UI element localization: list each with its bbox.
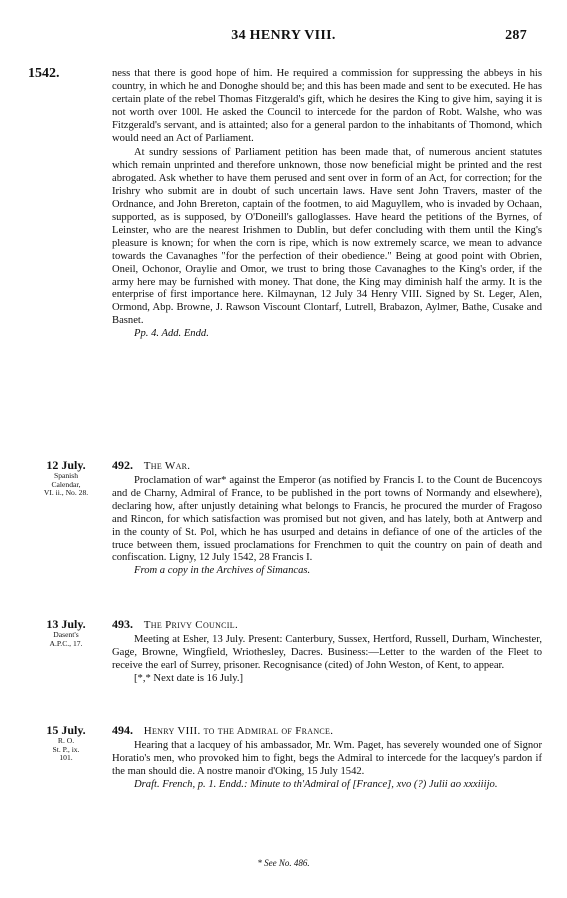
footnote: * See No. 486. bbox=[257, 858, 310, 868]
entry-margin-493 bbox=[28, 617, 104, 648]
entry-reference: VI. ii., No. 28. bbox=[43, 488, 89, 498]
running-header-title: 34 HENRY VIII. bbox=[231, 28, 336, 43]
entry-number: 492. bbox=[112, 458, 133, 472]
entry-reference: Spanish bbox=[53, 471, 79, 480]
continuation-text bbox=[112, 68, 542, 341]
entry-reference: St. P., ix. bbox=[52, 744, 80, 754]
entry-title: Henry VIII. to the Admiral of France. bbox=[143, 725, 334, 737]
entry-note: From a copy in the Archives of Simancas. bbox=[134, 565, 311, 577]
year-marginal: 1542. bbox=[28, 66, 60, 81]
entry-reference: 101. bbox=[59, 753, 73, 763]
entry-heading-493 bbox=[112, 618, 552, 632]
entry-date: 12 July. bbox=[46, 458, 86, 472]
entry-title: The War. bbox=[143, 460, 191, 472]
continuation-paragraph: At sundry sessions of Parliament petition has been made that, of numerous ancient statutes which remain unprinted and therefore unknown, those now beneficial might be printed and the rest abrogated. Ask whether to have them perused and sent over in form of an Act, for correction; for the Irishry who submit are in doubt of such uncertain laws. Have sent John Travers, master of the Ordnance, and John Brereton, captain of the footmen, to aid Maguyllem, who is invaded by Ochaan, supported, as is supposed, by O'Doneill's galloglasses. Have heard the petitions of the Byrnes, of Leinster, who are the nearest Irishmen to Dublin, but defer concluding with them until the King's pleasure is known; for when the corn is ripe, which is now extremely scarce, we mean to advance towards the Cavanaghes "for the perfection of their obedience." Being at good point with Obrien, Oneil, Ochonor, Oraylie and Omor, we trust to bring those Cavanaghes to the King's order, if the army here may be furnished with money. That done, the King may diminish half the army. It is the enterprise of first importance here. Kilmaynan, 12 July 34 Henry VIII. Signed by St. Leger, Alen, Ormond, Abp. Browne, J. Rawson Viscount Clontarf, Lutrell, Brabazon, Aylmer, Bathe, Cusake and Basnet. bbox=[112, 147, 542, 327]
entry-body-494 bbox=[112, 740, 542, 792]
entry-text: Proclamation of war* against the Emperor (as notified by Francis I. to the Count de Bucencoys and de Charny, Admiral of France, to be published in the port towns of Normandy and elsewhere), declaring how, after unjustly detaining what belongs to Francis, he procured the murder of Fragoso and Rincon, for which satisfaction was promised but not given, and has lately, both at Antwerp and in the county of St. Pol, which he has usurped and detains in defiance of one of the articles of the truce between them, issued proclamations for Frenchmen to quit the country on pain of death and confiscation. Ligny, 12 July 1542, 28 Francis I. bbox=[112, 475, 542, 564]
entry-number: 494. bbox=[112, 723, 133, 737]
entry-title: The Privy Council. bbox=[143, 619, 239, 631]
continuation-paragraph: ness that there is good hope of him. He required a commission for suppressing the abbeys in his country, in which he and Donoghe should be; and this has been made and sent to be executed. He has certain plate of the rebel Thomas Fitzgerald's gift, which he desires the King to give him, saying it is not worth over 100l. He asked the Council to intercede for the pardon of Robt. Walshe, who was Fitzgerald's servant, and is attainted; also for a general pardon to the inhabitants of Thomond, which would need an Act of Parliament. bbox=[112, 68, 542, 144]
entry-body-492 bbox=[112, 475, 542, 578]
entry-reference: A.P.C., 17. bbox=[49, 638, 83, 648]
page-number: 287 bbox=[505, 28, 527, 43]
entry-text: Hearing that a lacquey of his ambassador, Mr. Wm. Paget, has severely wounded one of Signor Horatio's men, who provoked him to fight, begs the Admiral to intercede for the lacquey's pardon if the man should die. A nostre manoir d'Oking, 15 July 1542. bbox=[112, 740, 542, 777]
entry-body-493 bbox=[112, 634, 542, 686]
entry-heading-494 bbox=[112, 724, 552, 738]
entry-margin-492 bbox=[28, 458, 104, 498]
entry-note: [*,* Next date is 16 July.] bbox=[134, 672, 244, 684]
entry-margin-494 bbox=[28, 723, 104, 763]
entry-date: 13 July. bbox=[46, 617, 86, 631]
entry-heading-492 bbox=[112, 459, 552, 473]
entry-reference: Calendar, bbox=[51, 479, 81, 489]
continuation-endnote: Pp. 4. Add. Endd. bbox=[134, 328, 209, 340]
entry-text: Meeting at Esher, 13 July. Present: Canterbury, Sussex, Hertford, Russell, Durham, Winchester, Gage, Browne, Wingfield, Wriothesley, Dacres. Business:—Letter to the warden of the Fleet to receive the earl of Surrey, prisoner. Recognisance (cited) of John Weston, of Kent, to appear. bbox=[112, 634, 542, 671]
entry-number: 493. bbox=[112, 617, 133, 631]
entry-reference: R. O. bbox=[57, 736, 75, 745]
entry-reference: Dasent's bbox=[53, 630, 79, 639]
entry-note: Draft. French, p. 1. Endd.: Minute to th'Admiral of [France], xvo (?) Julii ao xxxiiijo. bbox=[134, 778, 498, 790]
entry-date: 15 July. bbox=[46, 723, 86, 737]
